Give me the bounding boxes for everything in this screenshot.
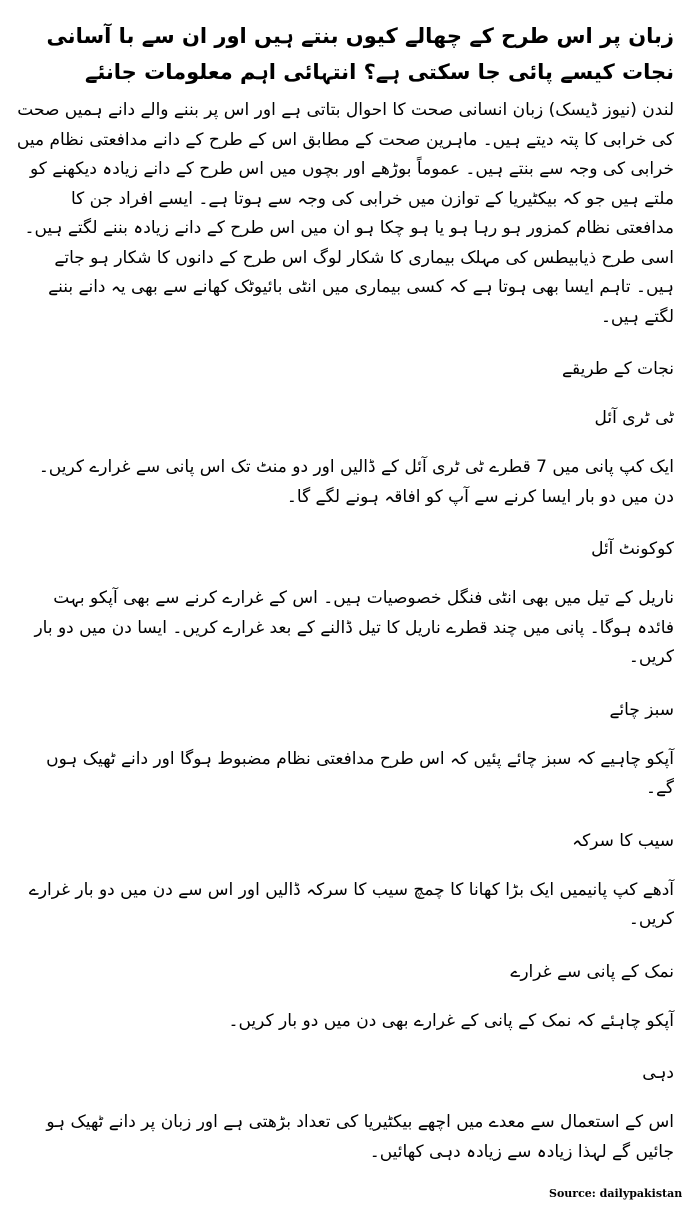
green-tea-paragraph: آپکو چاہیے کہ سبز چائے پئیں کہ اس طرح مدافعتی نظام مضبوط ہوگا اور دانے ٹھیک ہوں گے۔ [46, 748, 674, 798]
remedies-heading: نجات کے طریقے [562, 359, 674, 379]
coconut-paragraph: ناریل کے تیل میں بھی انٹی فنگل خصوصیات ہیں۔ اس کے غرارے کرنے سے بھی آپکو بہت فائدہ ہوگا۔ پانی میں چند قطرے ناریل کا تیل ڈالنے کے بعد غرارے کریں۔ ایسا دن میں دو بار کریں۔ [34, 588, 674, 667]
salt-water-paragraph: آپکو چاہئے کہ نمک کے پانی کے غرارے بھی دن میں دو بار کریں۔ [228, 1010, 674, 1031]
tea-tree-paragraph: ایک کپ پانی میں 7 قطرے ٹی ٹری آئل کے ڈالیں اور دو منٹ تک اس پانی سے غرارے کریں۔ دن میں دو بار ایسا کرنے سے آپ کو افاقہ ہونے لگے گا۔ [38, 457, 674, 507]
salt-water-heading: نمک کے پانی سے غرارے [510, 961, 674, 982]
coconut-heading: کوکونٹ آئل [591, 539, 674, 559]
vinegar-heading: سیب کا سرکہ [572, 830, 674, 851]
green-tea-heading: سبز چائے [609, 699, 674, 720]
yogurt-heading: دہی [642, 1063, 674, 1083]
intro-paragraph: لندن (نیوز ڈیسک) زبان انسانی صحت کا احوال بتاتی ہے اور اس پر بننے والے دانے ہمیں صحت کی خرابی کا پتہ دیتے ہیں۔ ماہرین صحت کے مطابق اس کے طرح کے دانے مدافعتی نظام میں خرابی کی وجہ سے بنتے ہیں۔ عموماً بوڑھے اور بچوں میں اس طرح کے دانے زیادہ دیکھنے کو ملتے ہیں جو کہ بیکٹیریا کے توازن میں خرابی کی وجہ سے ہوتا ہے۔ ایسے افراد جن کا مدافعتی نظام کمزور ہو رہا ہو یا ہو چکا ہو ان میں اس طرح کے دانے زیادہ بننے لگتے ہیں۔ اسی طرح ذیابیطس کی مہلک بیماری کا شکار لوگ اس طرح کے دانوں کا شکار ہو جاتے ہیں۔ تاہم ایسا بھی ہوتا ہے کہ کسی بیماری میں انٹی بائیوٹک کھانے سے بھی یہ دانے بننے لگتے ہیں۔ [16, 100, 674, 327]
vinegar-paragraph: آدھے کپ پانیمیں ایک بڑا کھانا کا چمچ سیب کا سرکہ ڈالیں اور اس سے دن میں دو بار غرارے کریں۔ [28, 879, 674, 929]
tea-tree-heading: ٹی ٹری آئل [594, 408, 674, 428]
yogurt-paragraph: اس کے استعمال سے معدے میں اچھے بیکٹیریا کی تعداد بڑھتی ہے اور زبان پر دانے ٹھیک ہو جائیں گے لہذا زیادہ سے زیادہ دہی کھائیں۔ [46, 1112, 674, 1162]
source-credit: Source: dailypakistan [549, 1187, 683, 1200]
article [14, 18, 674, 1190]
article-title: زبان پر اس طرح کے چھالے کیوں بنتے ہیں اور ان سے با آسانی نجات کیسے پائی جا سکتی ہے؟ انتہائی اہم معلومات جانئے [46, 24, 674, 84]
